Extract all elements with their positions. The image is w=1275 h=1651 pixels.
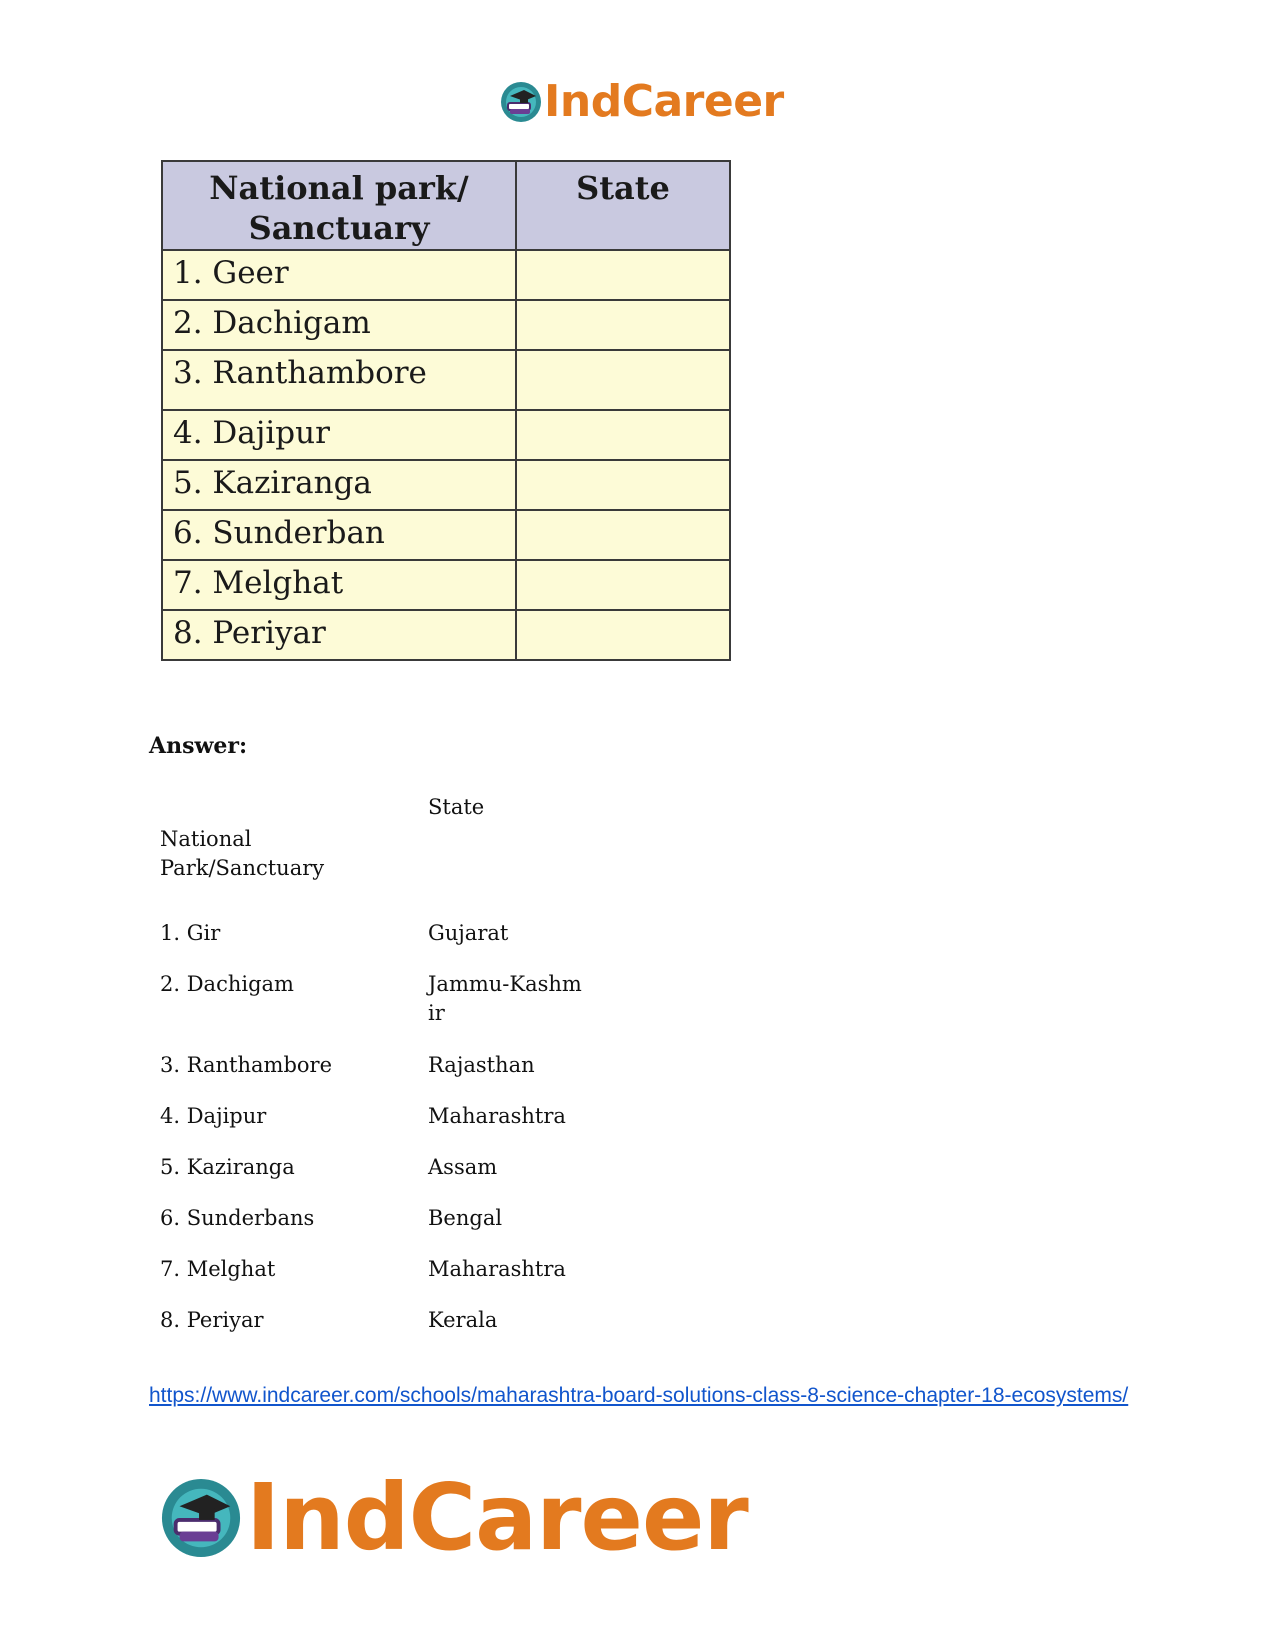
worksheet-state-cell-empty [516,350,730,410]
graduation-book-icon [160,1477,242,1559]
worksheet-state-cell-empty [516,510,730,560]
answer-park-name: 6. Sunderbans [160,1206,315,1230]
worksheet-park-cell: 3. Ranthambore [162,350,516,410]
worksheet-state-cell-empty [516,460,730,510]
worksheet-state-cell-empty [516,250,730,300]
worksheet-row [162,250,730,300]
answer-state-name: Maharashtra [428,1257,566,1281]
header-state: State [516,161,730,250]
answer-park-name: 8. Periyar [160,1308,264,1332]
answer-state-name: Assam [428,1155,498,1179]
answer-state-name: Kerala [428,1308,498,1332]
worksheet-state-cell-empty [516,300,730,350]
worksheet-park-cell: 5. Kaziranga [162,460,516,510]
worksheet-park-cell: 6. Sunderban [162,510,516,560]
worksheet-table [161,160,731,661]
indcareer-logo-top [500,76,784,127]
answer-park-name: 3. Ranthambore [160,1053,332,1077]
worksheet-park-cell: 2. Dachigam [162,300,516,350]
answer-state-name: Gujarat [428,921,509,945]
worksheet-row [162,300,730,350]
source-link[interactable]: https://www.indcareer.com/schools/maharashtra-board-solutions-class-8-science-chapter-18-ecosystems/ [149,1384,1129,1407]
brand-wordmark: IndCareer [544,76,784,127]
indcareer-logo-bottom [160,1464,748,1571]
worksheet-row [162,560,730,610]
answer-state-name: Rajasthan [428,1053,535,1077]
answer-state-name: Maharashtra [428,1104,566,1128]
worksheet-row [162,410,730,460]
answer-park-name: 2. Dachigam [160,972,294,996]
answer-park-name: 7. Melghat [160,1257,276,1281]
answer-heading: Answer: [149,733,248,759]
worksheet-row [162,460,730,510]
answer-state-name: Jammu-Kashmir [428,972,582,1025]
worksheet-park-cell: 1. Geer [162,250,516,300]
graduation-book-icon [500,81,542,123]
answer-park-name: 5. Kaziranga [160,1155,295,1179]
answer-header-name: National Park/Sanctuary [160,827,325,880]
worksheet-header-row [162,161,730,250]
worksheet-state-cell-empty [516,410,730,460]
worksheet-park-cell: 4. Dajipur [162,410,516,460]
answer-state-name: Bengal [428,1206,503,1230]
worksheet-park-cell: 8. Periyar [162,610,516,660]
answer-header-state: State [428,795,485,819]
worksheet-row [162,350,730,410]
header-national-park: National park/ Sanctuary [162,161,516,250]
brand-wordmark: IndCareer [246,1464,748,1571]
worksheet-state-cell-empty [516,610,730,660]
worksheet-row [162,510,730,560]
answer-park-name: 1. Gir [160,921,221,945]
worksheet-state-cell-empty [516,560,730,610]
answer-park-name: 4. Dajipur [160,1104,267,1128]
worksheet-row [162,610,730,660]
worksheet-park-cell: 7. Melghat [162,560,516,610]
